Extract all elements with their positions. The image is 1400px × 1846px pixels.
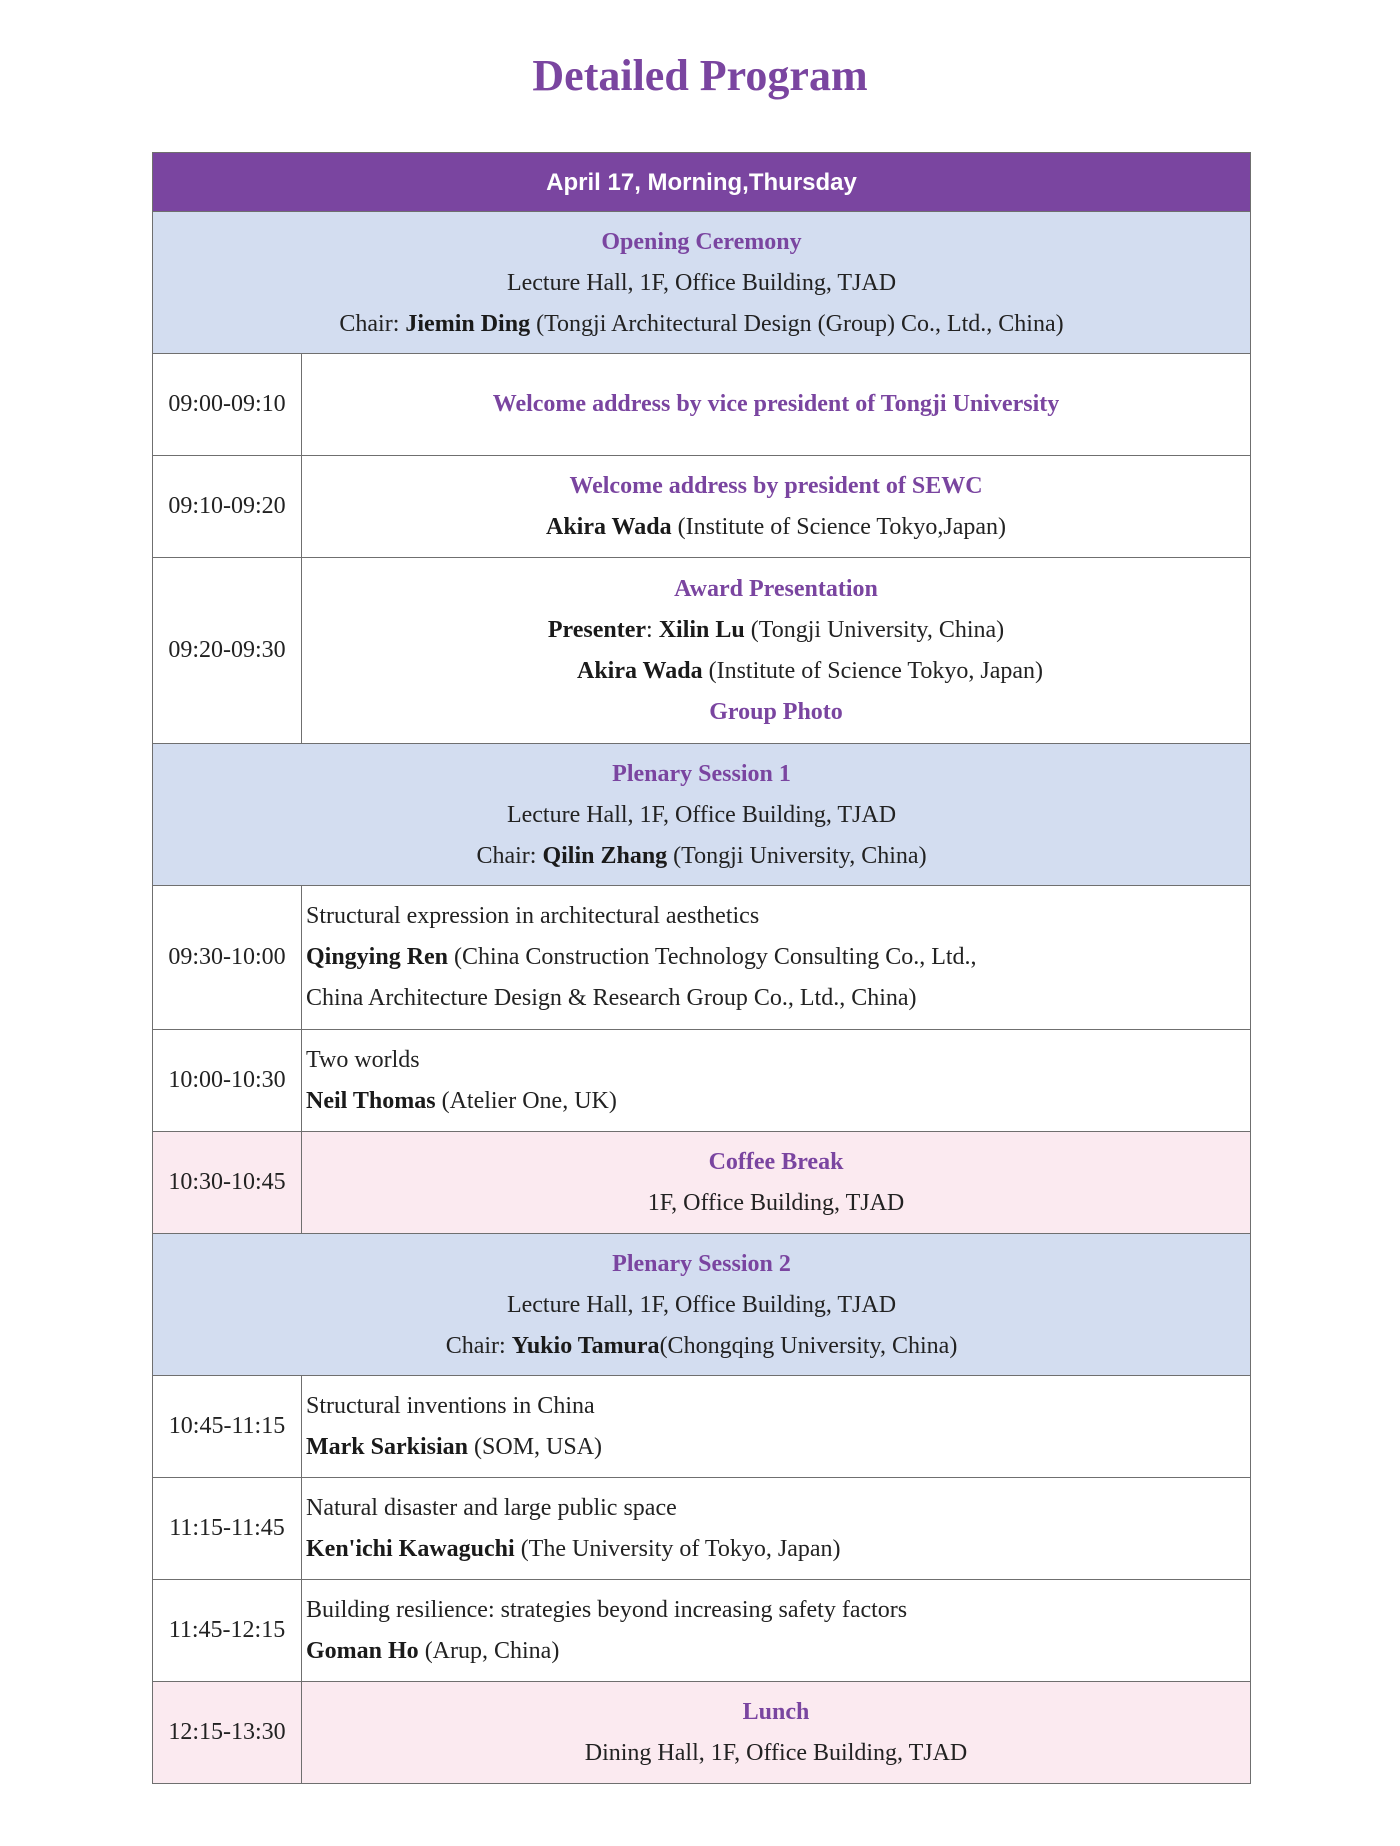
talk-speaker-line: [306, 1529, 1250, 1570]
chair-name: Jiemin Ding: [405, 311, 531, 337]
time-slot: 09:20-09:30: [153, 558, 302, 744]
chair-name: Yukio Tamura: [511, 1333, 660, 1359]
item-title: Welcome address by president of SEWC: [569, 472, 983, 499]
break-venue: Dining Hall, 1F, Office Building, TJAD: [584, 1739, 968, 1766]
coffee-break-row: [153, 1132, 1251, 1234]
session-venue: Lecture Hall, 1F, Office Building, TJAD: [506, 270, 897, 296]
talk-speaker-line: [306, 1427, 1250, 1468]
presenter-label: Presenter: [547, 616, 647, 643]
session-title: Plenary Session 1: [612, 761, 791, 787]
item-subtitle: Group Photo: [709, 698, 843, 725]
chair-affiliation: (Tongji University, China): [667, 843, 927, 869]
speaker-affiliation: (China Construction Technology Consulting Co., Ltd.,: [448, 944, 977, 970]
talk-title: Two worlds: [306, 1046, 420, 1073]
speaker-affiliation: (Arup, China): [418, 1637, 560, 1664]
session-chair: [153, 304, 1250, 345]
session-info: [153, 1234, 1251, 1376]
chair-prefix: Chair:: [476, 843, 543, 869]
item-cell: [302, 456, 1251, 558]
talk-speaker-line: [306, 1631, 1250, 1672]
chair-affiliation: (Tongji Architectural Design (Group) Co., Ltd., China): [530, 311, 1064, 337]
talk-row: [153, 886, 1251, 1030]
speaker-affiliation: (The University of Tokyo, Japan): [514, 1535, 841, 1562]
talk-row: [153, 1580, 1251, 1682]
session-header-plenary-2: [153, 1234, 1251, 1376]
speaker-name: Goman Ho: [306, 1637, 419, 1664]
chair-affiliation: (Chongqing University, China): [659, 1333, 958, 1359]
program-row: [153, 558, 1251, 744]
talk-cell: [302, 1478, 1251, 1580]
day-header-row: [153, 153, 1251, 212]
time-slot: 09:00-09:10: [153, 354, 302, 456]
program-row: [153, 354, 1251, 456]
time-slot: 11:45-12:15: [153, 1580, 302, 1682]
presenter-line: [302, 651, 1250, 692]
session-title: Plenary Session 2: [612, 1251, 791, 1277]
talk-cell: [302, 1030, 1251, 1132]
presenter-line: [302, 610, 1250, 651]
speaker-affiliation: (SOM, USA): [468, 1433, 603, 1460]
item-cell: [302, 354, 1251, 456]
break-venue: 1F, Office Building, TJAD: [647, 1189, 905, 1216]
item-title: Welcome address by vice president of Tongji University: [492, 391, 1060, 417]
session-chair: [153, 1326, 1250, 1367]
speaker-name: Mark Sarkisian: [306, 1433, 469, 1460]
presenter-name: Xilin Lu: [658, 616, 745, 643]
time-slot: 12:15-13:30: [153, 1682, 302, 1784]
chair-prefix: Chair:: [339, 311, 406, 337]
speaker-name: Akira Wada: [545, 513, 672, 540]
time-slot: 11:15-11:45: [153, 1478, 302, 1580]
talk-speaker-line: [306, 937, 1250, 978]
time-slot: 09:10-09:20: [153, 456, 302, 558]
page-title: Detailed Program: [532, 51, 868, 100]
session-venue: Lecture Hall, 1F, Office Building, TJAD: [506, 802, 897, 828]
lunch-row: [153, 1682, 1251, 1784]
time-slot: 10:00-10:30: [153, 1030, 302, 1132]
speaker-affiliation: (Institute of Science Tokyo,Japan): [671, 513, 1007, 540]
talk-speaker-line: [306, 1081, 1250, 1122]
talk-title: Natural disaster and large public space: [306, 1494, 677, 1521]
talk-row: [153, 1478, 1251, 1580]
session-venue: Lecture Hall, 1F, Office Building, TJAD: [506, 1292, 897, 1318]
item-speaker-line: [302, 507, 1250, 548]
chair-prefix: Chair:: [445, 1333, 512, 1359]
session-title: Opening Ceremony: [601, 229, 802, 255]
session-header-opening: [153, 212, 1251, 354]
session-info: [153, 212, 1251, 354]
session-chair: [153, 836, 1250, 877]
break-cell: [302, 1682, 1251, 1784]
program-row: [153, 456, 1251, 558]
speaker-name: Qingying Ren: [306, 944, 449, 970]
speaker-affiliation: (Atelier One, UK): [435, 1087, 617, 1114]
break-title: Coffee Break: [708, 1148, 844, 1175]
presenter-separator: :: [646, 616, 659, 643]
chair-name: Qilin Zhang: [542, 843, 668, 869]
item-cell: [302, 558, 1251, 744]
talk-row: [153, 1030, 1251, 1132]
time-slot: 10:30-10:45: [153, 1132, 302, 1234]
talk-title: Structural inventions in China: [306, 1392, 595, 1419]
talk-row: [153, 1376, 1251, 1478]
presenter-affiliation: (Institute of Science Tokyo, Japan): [702, 657, 1044, 684]
talk-title: Building resilience: strategies beyond increasing safety factors: [306, 1596, 908, 1623]
speaker-affiliation-cont: China Architecture Design & Research Group Co., Ltd., China): [306, 985, 917, 1011]
session-info: [153, 744, 1251, 886]
talk-cell: [302, 1580, 1251, 1682]
session-header-plenary-1: [153, 744, 1251, 886]
presenter-affiliation: (Tongji University, China): [744, 616, 1005, 643]
speaker-name: Neil Thomas: [306, 1087, 436, 1114]
speaker-name: Ken'ichi Kawaguchi: [306, 1535, 515, 1562]
talk-cell: [302, 886, 1251, 1030]
break-title: Lunch: [742, 1698, 810, 1725]
break-cell: [302, 1132, 1251, 1234]
time-slot: 10:45-11:15: [153, 1376, 302, 1478]
program-table: [152, 152, 1251, 1784]
presenter-name: Akira Wada: [576, 657, 703, 684]
item-title: Award Presentation: [674, 575, 878, 602]
day-header: April 17, Morning,Thursday: [153, 153, 1251, 212]
talk-title: Structural expression in architectural aesthetics: [306, 903, 760, 929]
time-slot: 09:30-10:00: [153, 886, 302, 1030]
talk-cell: [302, 1376, 1251, 1478]
